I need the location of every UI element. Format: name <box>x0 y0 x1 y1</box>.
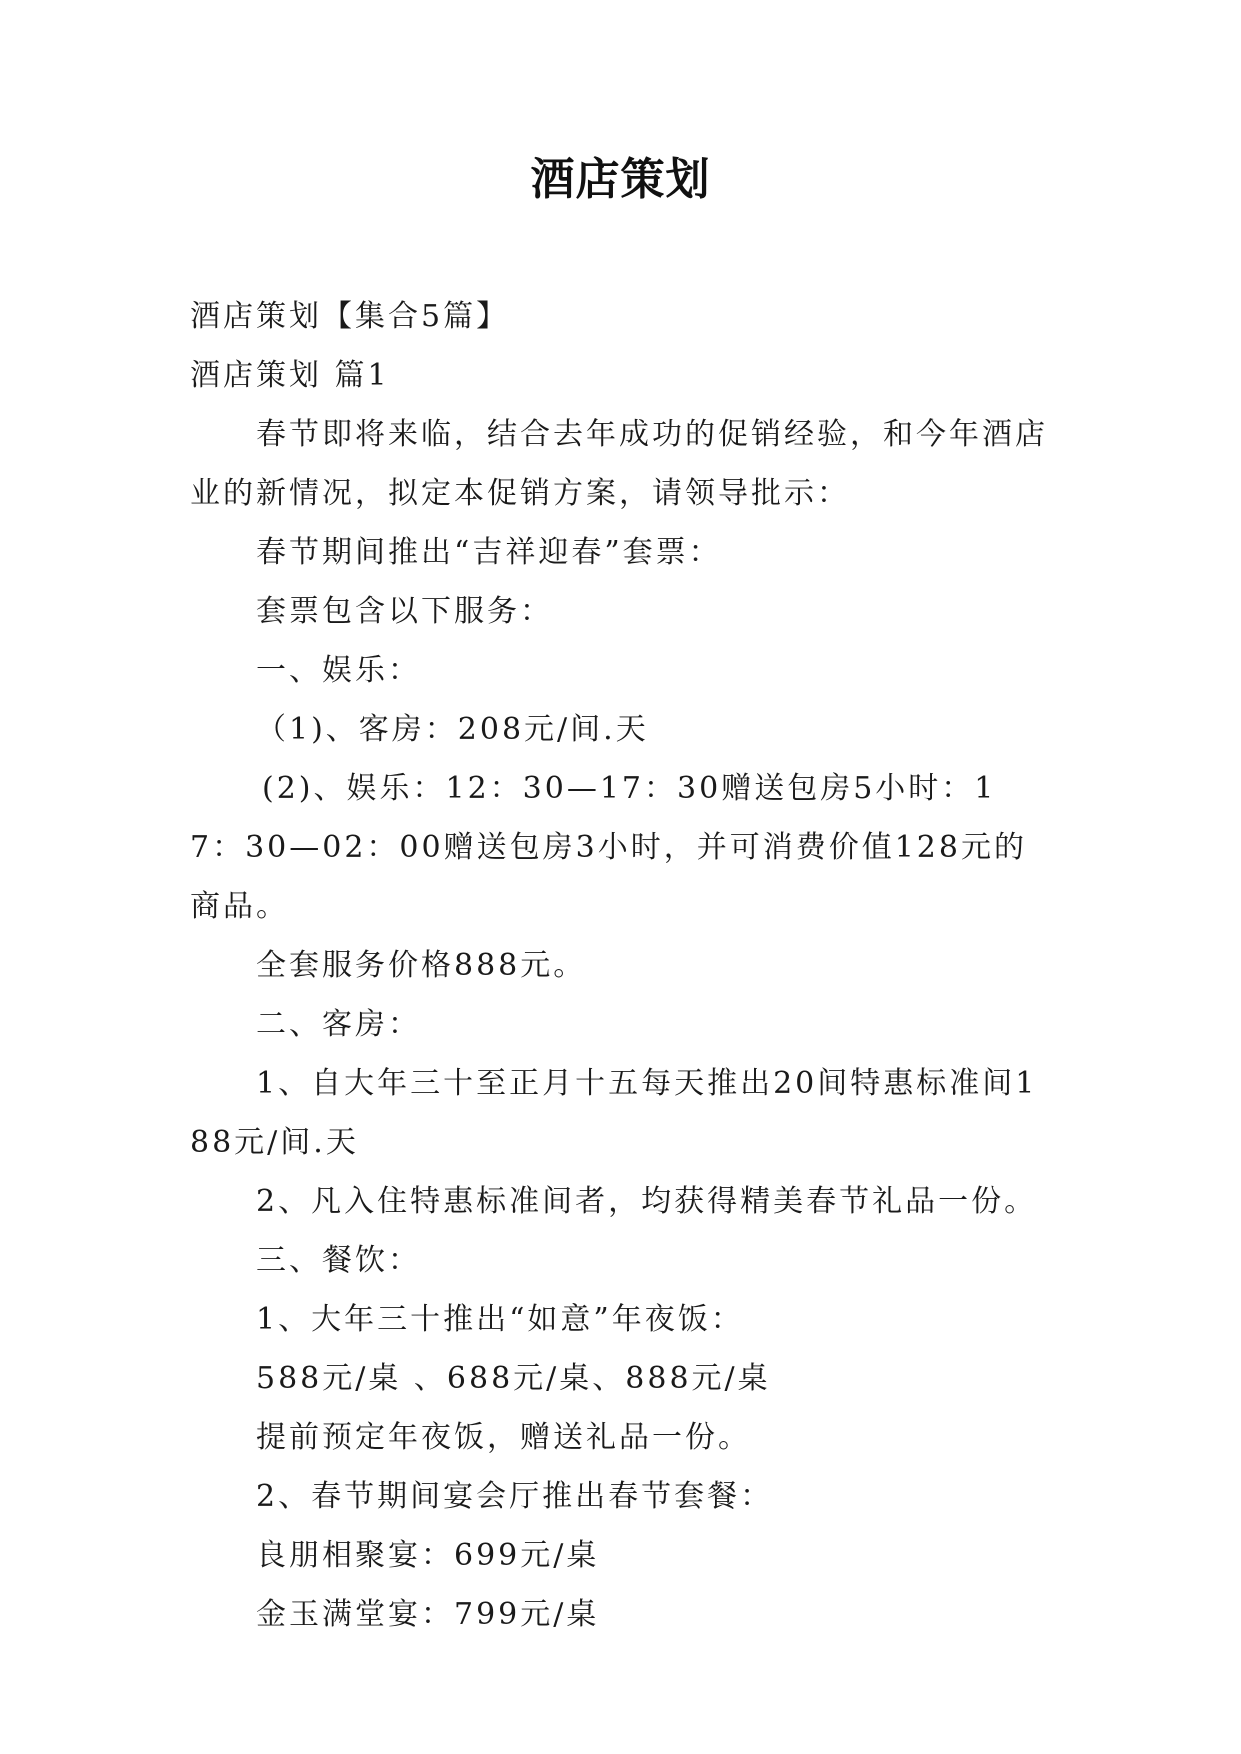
package-price: 全套服务价格888元。 <box>256 948 587 983</box>
intro-paragraph: 春节即将来临，结合去年成功的促销经验，和今年酒店业的新情况，拟定本促销方案，请领导批示： <box>190 417 1048 511</box>
document-title: 酒店策划 <box>530 154 711 205</box>
dining-item-1: 1、大年三十推出“如意”年夜饭： <box>256 1302 744 1337</box>
banquet-option-2: 金玉满堂宴：799元/桌 <box>256 1597 600 1632</box>
dining-prices: 588元/桌 、688元/桌、888元/桌 <box>256 1361 771 1396</box>
entertainment-item-ktv: (2)、娱乐：12：30—17：30赠送包房5小时：17：30—02：00赠送包房3小时，并可消费价值128元的商品。 <box>190 771 1027 924</box>
entertainment-item-room: （1)、客房：208元/间.天 <box>256 712 649 747</box>
section-heading: 酒店策划 篇1 <box>190 358 390 393</box>
rooms-item-1: 1、自大年三十至正月十五每天推出20间特惠标准间188元/间.天 <box>190 1066 1038 1160</box>
section-entertainment-heading: 一、娱乐： <box>256 653 421 688</box>
document-subtitle: 酒店策划【集合5篇】 <box>190 299 510 334</box>
dining-item-2: 2、春节期间宴会厅推出春节套餐： <box>256 1479 774 1514</box>
section-dining-heading: 三、餐饮： <box>256 1243 421 1278</box>
banquet-option-1: 良朋相聚宴：699元/桌 <box>256 1538 600 1573</box>
rooms-item-2: 2、凡入住特惠标准间者，均获得精美春节礼品一份。 <box>256 1184 1038 1219</box>
dining-gift-note: 提前预定年夜饭，赠送礼品一份。 <box>256 1420 751 1455</box>
package-services-heading: 套票包含以下服务： <box>256 594 553 629</box>
section-rooms-heading: 二、客房： <box>256 1007 421 1042</box>
package-intro: 春节期间推出“吉祥迎春”套票： <box>256 535 722 570</box>
document-body <box>190 287 1050 1644</box>
